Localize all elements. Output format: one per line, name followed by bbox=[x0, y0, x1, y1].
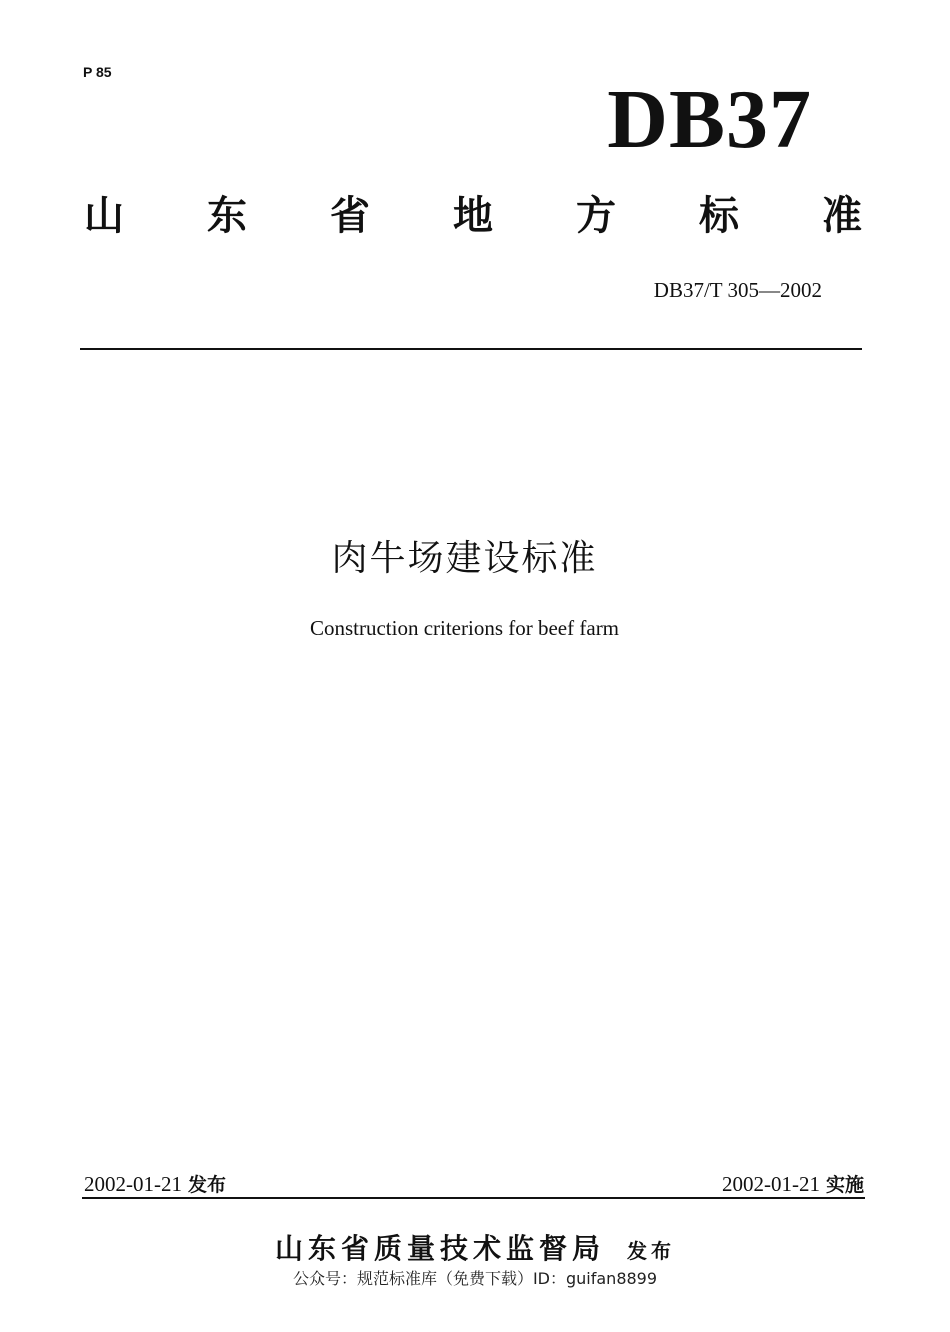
standard-number: DB37/T 305—2002 bbox=[653, 278, 822, 302]
document-title-chinese: 肉牛场建设标准 bbox=[331, 538, 598, 579]
issuer-action: 发布 bbox=[627, 1239, 675, 1263]
category-char: 地 bbox=[453, 193, 493, 239]
classification-code: P 85 bbox=[83, 64, 112, 80]
implementation-date-line bbox=[722, 1170, 864, 1197]
issuer-name: 山东省质量技术监督局 bbox=[274, 1232, 605, 1265]
issue-date-line bbox=[84, 1170, 226, 1197]
implementation-label: 实施 bbox=[825, 1174, 864, 1196]
issuer-line bbox=[0, 1227, 950, 1267]
category-char: 省 bbox=[330, 193, 370, 239]
category-char: 准 bbox=[822, 193, 862, 239]
issue-label: 发布 bbox=[188, 1174, 227, 1196]
implementation-date: 2002-01-21 bbox=[721, 1172, 820, 1196]
category-char: 东 bbox=[207, 193, 247, 239]
document-title-english: Construction criterions for beef farm bbox=[309, 616, 620, 640]
standard-category bbox=[84, 192, 862, 240]
standard-logo: DB37 bbox=[607, 73, 812, 166]
category-char: 标 bbox=[699, 193, 739, 239]
category-char: 方 bbox=[576, 193, 616, 239]
category-char: 山 bbox=[84, 193, 124, 239]
footer-divider bbox=[82, 1197, 865, 1199]
issue-date: 2002-01-21 bbox=[84, 1172, 182, 1196]
watermark-text: 公众号：规范标准库（免费下载）ID：guifan8899 bbox=[292, 1269, 658, 1288]
header-divider bbox=[80, 348, 862, 350]
